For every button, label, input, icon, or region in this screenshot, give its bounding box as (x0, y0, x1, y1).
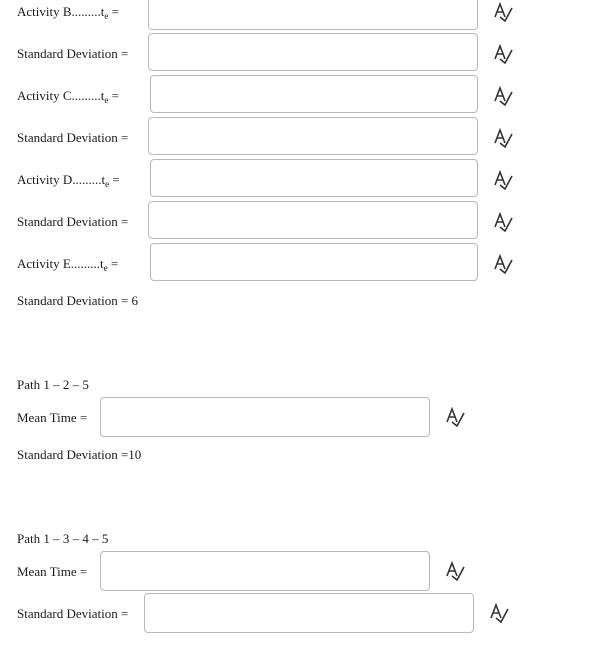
activity-c-te-input[interactable] (150, 75, 478, 113)
activity-e-te-label: Activity $E.........t_e$ = (17, 256, 119, 273)
path2-mean-label: Mean Time = (17, 564, 88, 579)
sd-c-label: Standard Deviation = (17, 130, 129, 145)
spellcheck-icon[interactable] (444, 407, 466, 427)
path1-title: Path 1 – 2 – 5 (17, 377, 89, 392)
activity-e-te-input[interactable] (150, 243, 478, 281)
spellcheck-icon[interactable] (492, 128, 514, 148)
spellcheck-icon[interactable] (492, 86, 514, 106)
activity-d-te-label: Activity $D.........t_e$ = (17, 172, 120, 189)
path2-mean-input[interactable] (100, 551, 430, 591)
sd-d-label: Standard Deviation = (17, 214, 129, 229)
spellcheck-icon[interactable] (492, 44, 514, 64)
path2-sd-label: Standard Deviation = (17, 606, 129, 621)
sd-e-text: Standard Deviation = 6 (17, 293, 139, 308)
spellcheck-icon[interactable] (492, 170, 514, 190)
path2-sd-input[interactable] (144, 593, 474, 633)
activity-c-te-label: Activity $C.........t_e$ = (17, 88, 119, 105)
spellcheck-icon[interactable] (444, 561, 466, 581)
activity-b-te-input[interactable] (148, 0, 478, 30)
sd-b-label: Standard Deviation = (17, 46, 129, 61)
sd-b-input[interactable] (148, 33, 478, 71)
spellcheck-icon[interactable] (492, 254, 514, 274)
activity-d-te-input[interactable] (150, 159, 478, 197)
activity-b-te-label: Activity $B.........t_e$ = (17, 4, 119, 21)
sd-c-input[interactable] (148, 117, 478, 155)
spellcheck-icon[interactable] (488, 603, 510, 623)
sd-d-input[interactable] (148, 201, 478, 239)
spellcheck-icon[interactable] (492, 212, 514, 232)
path1-mean-input[interactable] (100, 397, 430, 437)
path2-title: Path 1 – 3 – 4 – 5 (17, 531, 109, 546)
spellcheck-icon[interactable] (492, 2, 514, 22)
path1-mean-label: Mean Time = (17, 410, 88, 425)
path1-sd-text: Standard Deviation =10 (17, 447, 142, 462)
